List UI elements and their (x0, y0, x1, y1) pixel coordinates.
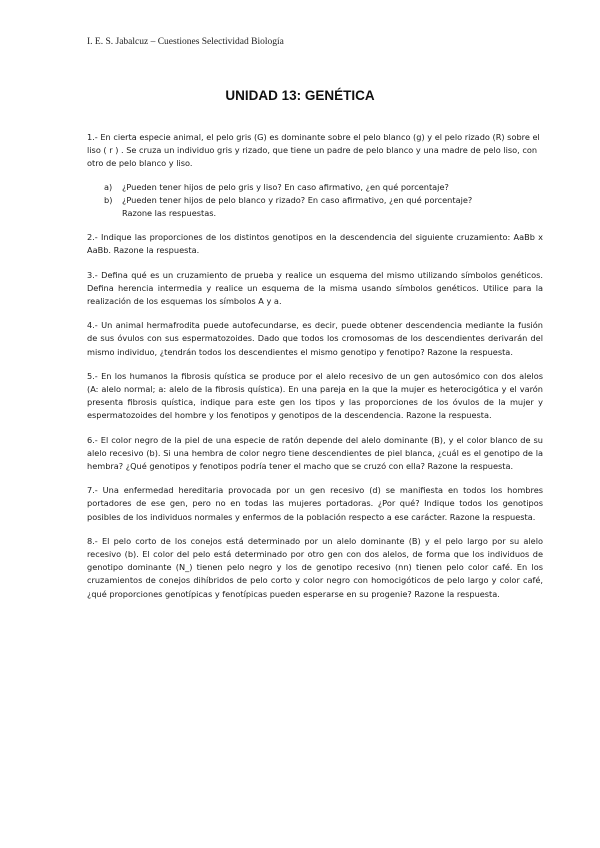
question-6: 6.- El color negro de la piel de una especie de ratón depende del alelo dominante (B), y el color blanco de su alelo recesivo (b). Si una hembra de color negro tiene descendientes de piel blanca, ¿cuál es el genotipo de la hembra? ¿Qué genotipos y fenotipos podría tener el macho que se cruzó con ella? Razone la respuesta. (87, 434, 543, 472)
closing-line (104, 207, 543, 220)
option-a (104, 181, 543, 194)
question-7: 7.- Una enfermedad hereditaria provocada por un gen recesivo (d) se manifiesta en todos los hombres portadores de ese gen, pero no en todas las mujeres portadoras. ¿Por qué? Indique todos los genotipos posibles de los individuos normales y enfermos de la población respecto a ese carácter. Razone la respuesta. (87, 485, 543, 522)
running-header: I. E. S. Jabalcuz – Cuestiones Selectividad Biología (87, 37, 284, 47)
question-3: 3.- Defina qué es un cruzamiento de prueba y realice un esquema del mismo utilizando símbolos genéticos. Defina herencia intermedia y realice un esquema de la misma usando símbolos genéticos. Utilice para la realización de los esquemas los símbolos A y a. (87, 269, 543, 307)
option-text: ¿Pueden tener hijos de pelo gris y liso? En caso afirmativo, ¿en qué porcentaje? (122, 181, 449, 192)
option-list (104, 181, 543, 221)
option-b (104, 194, 543, 207)
question-4: 4.- Un animal hermafrodita puede autofecundarse, es decir, puede obtener descendencia mediante la fusión de sus óvulos con sus espermatozoides. Dado que todos los cromosomas de los descendientes derivarán del mismo individuo, ¿tendrán todos los descendientes el mismo genotipo y fenotipo? Razone la respuesta. (87, 320, 543, 357)
question-text: 1.- En cierta especie animal, el pelo gris (G) es dominante sobre el pelo blanco (g) y el pelo rizado (R) sobre el liso ( r ) . Se cruza un individuo gris y rizado, que tiene un padre de pelo blanco y una madre de pelo liso, con otro de pelo blanco y liso. (87, 132, 540, 169)
question-1 (87, 131, 543, 220)
question-5: 5.- En los humanos la fibrosis quística se produce por el alelo recesivo de un gen autosómico con dos alelos (A: alelo normal; a: alelo de la fibrosis quística). En una pareja en la que la mujer es heterocigótica y el varón presenta fibrosis quística, indique para este gen los tipos y las proporciones de los óvulos de la mujer y espermatozoides del hombre y los fenotipos y genotipos de la descendencia. Razone la respuesta. (87, 370, 543, 421)
option-marker: b) (104, 194, 113, 205)
question-8: 8.- El pelo corto de los conejos está determinado por un alelo dominante (B) y el pelo largo por su alelo recesivo (b). El color del pelo está determinado por otro gen con dos alelos, de forma que los individuos de genotipo dominante (N_) tienen pelo negro y los de genotipo recesivo (nn) tienen pelo color café. En los cruzamientos de conejos dihíbridos de pelo corto y color negro con homocigóticos de pelo largo y color café, ¿qué proporciones genotípicas y fenotípicas pueden esperarse en su progenie? Razone la respuesta. (87, 535, 543, 599)
questions-list (87, 131, 543, 612)
page-title: UNIDAD 13: GENÉTICA (225, 88, 375, 103)
option-marker: a) (104, 181, 113, 192)
question-2: 2.- Indique las proporciones de los distintos genotipos en la descendencia del siguiente cruzamiento: AaBb x AaBb. Razone la respuesta. (87, 232, 543, 256)
option-text: ¿Pueden tener hijos de pelo blanco y rizado? En caso afirmativo, ¿en qué porcentaje? (122, 194, 473, 205)
closing-text: Razone las respuestas. (122, 208, 217, 219)
